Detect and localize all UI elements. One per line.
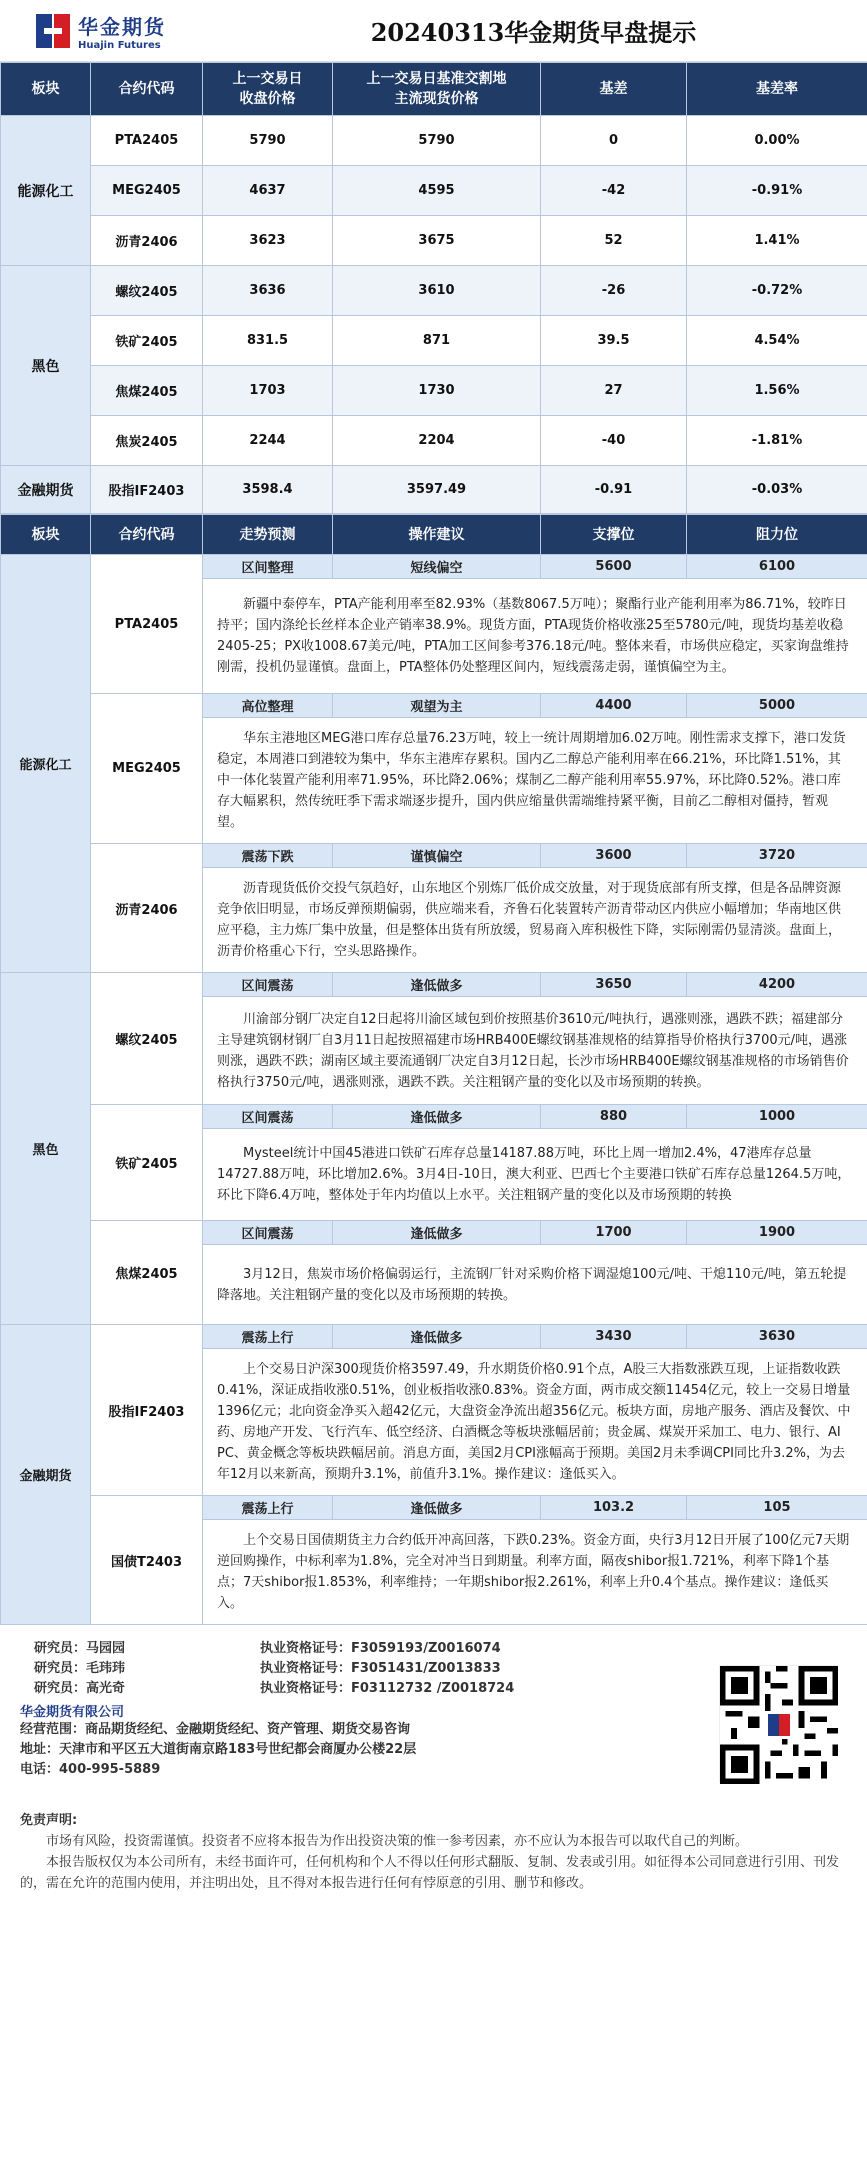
contract-code: 铁矿2405 [91, 1105, 203, 1221]
basis-value: -42 [541, 166, 687, 216]
strategy-table [0, 514, 867, 1625]
logo-en-text: Huajin Futures [78, 39, 161, 51]
contract-code: 铁矿2405 [91, 316, 203, 366]
researcher-name: 研究员：马园园 [34, 1641, 126, 1656]
spot-price: 871 [333, 316, 541, 366]
col-header-close: 上一交易日 收盘价格 [203, 63, 333, 116]
contract-code: 国债T2403 [91, 1496, 203, 1625]
basis-value: 52 [541, 216, 687, 266]
board-cell: 能源化工 [1, 555, 91, 973]
basis-rate: -0.72% [687, 266, 867, 316]
close-price: 2244 [203, 416, 333, 466]
logo-mark-icon [36, 14, 70, 48]
board-cell: 金融期货 [1, 466, 91, 514]
basis-table [0, 62, 867, 514]
company-name: 华金期货有限公司 [20, 1705, 125, 1720]
basis-value: 27 [541, 366, 687, 416]
disclaimer-paragraph: 本报告版权仅为本公司所有，未经书面许可，任何机构和个人不得以任何形式翻版、复制、发表或引用。如征得本公司同意进行引用、刊发的，需在允许的范围内使用，并注明出处，且不得对本报告进行任何有悖原意的引用、删节和修改。 [20, 1855, 840, 1891]
close-price: 5790 [203, 116, 333, 166]
col-header-resist: 阻力位 [687, 515, 867, 555]
table-row [1, 216, 867, 266]
board-cell: 黑色 [1, 266, 91, 466]
spot-price: 5790 [333, 116, 541, 166]
trend-forecast: 震荡上行 [203, 1496, 333, 1520]
market-analysis-text: 3月12日，焦炭市场价格偏弱运行，主流钢厂针对采购价格下调湿熄100元/吨、干熄110元/吨，第五轮提降落地。关注粗钢产量的变化以及市场预期的转换。 [203, 1245, 867, 1325]
col-header-spot: 上一交易日基准交割地 主流现货价格 [333, 63, 541, 116]
basis-rate: 1.56% [687, 366, 867, 416]
table-row [1, 316, 867, 366]
trade-advice: 观望为主 [333, 694, 541, 718]
board-cell: 金融期货 [1, 1325, 91, 1625]
resistance-level: 105 [687, 1496, 867, 1520]
contract-code: 沥青2406 [91, 216, 203, 266]
col-header-code: 合约代码 [91, 515, 203, 555]
trend-forecast: 震荡上行 [203, 1325, 333, 1349]
market-analysis-text: 川渝部分钢厂决定自12日起将川渝区域包到价按照基价3610元/吨执行，遇涨则涨，遇跌不跌；福建部分主导建筑钢材钢厂自3月11日起按照福建市场HRB400E螺纹钢基准规格的结算指导价格执行3700元/吨，遇涨则涨，遇跌不跌；湖南区域主要流通钢厂决定自3月12日起，长沙市场HRB400E螺纹钢基准规格的市场销售价格执行3750元/吨，遇涨则涨，遇跌不跌。关注粗钢产量的变化以及市场预期的转换。 [203, 997, 867, 1105]
qr-code-icon [719, 1665, 837, 1783]
resistance-level: 1000 [687, 1105, 867, 1129]
trend-forecast: 区间整理 [203, 555, 333, 579]
col-header-code: 合约代码 [91, 63, 203, 116]
board-cell: 能源化工 [1, 116, 91, 266]
researcher-name: 研究员：高光奇 [34, 1681, 126, 1696]
trade-advice: 逢低做多 [333, 1325, 541, 1349]
table-row [1, 116, 867, 166]
strategy-row [1, 694, 867, 718]
basis-value: 0 [541, 116, 687, 166]
report-header [0, 0, 867, 62]
trade-advice: 逢低做多 [333, 1221, 541, 1245]
contract-code: MEG2405 [91, 694, 203, 844]
spot-price: 4595 [333, 166, 541, 216]
trade-advice: 谨慎偏空 [333, 844, 541, 868]
close-price: 3598.4 [203, 466, 333, 514]
contract-code: MEG2405 [91, 166, 203, 216]
report-footer [0, 1625, 867, 1929]
disclaimer-block [20, 1810, 847, 1894]
contract-code: 沥青2406 [91, 844, 203, 973]
table-row [1, 266, 867, 316]
strategy-row [1, 1496, 867, 1520]
board-cell: 黑色 [1, 973, 91, 1325]
market-analysis-text: Mysteel统计中国45港进口铁矿石库存总量14187.88万吨，环比上周一增加2.4%，47港库存总量14727.88万吨，环比增加2.6%。3月4日-10日，澳大利亚、巴西七个主要港口铁矿石库存总量1264.5万吨，环比下降6.4万吨，整体处于年内均值以上水平。关注粗钢产量的变化以及市场预期的转换 [203, 1129, 867, 1221]
basis-value: -26 [541, 266, 687, 316]
contract-code: PTA2405 [91, 555, 203, 694]
market-analysis-text: 上个交易日沪深300现货价格3597.49，升水期货价格0.91个点，A股三大指数涨跌互现，上证指数收跌0.41%，深证成指收涨0.51%，创业板指收涨0.83%。资金方面，两市成交额11454亿元，较上一交易日增量1396亿元；北向资金净买入超42亿元，大盘资金净流出超356亿元。板块方面，房地产服务、酒店及餐饮、中药、房地产开发、飞行汽车、低空经济、白酒概念等板块涨幅居前；贵金属、煤炭开采加工、电力、银行、AI PC、黄金概念等板块跌幅居前。消息方面，美国2月CPI涨幅高于预期。美国2月未季调CPI同比升3.2%，为去年12月以来新高，预期升3.1%，前值升3.1%。操作建议：逢低买入。 [203, 1349, 867, 1496]
support-level: 3650 [541, 973, 687, 997]
close-price: 3623 [203, 216, 333, 266]
spot-price: 3675 [333, 216, 541, 266]
trend-forecast: 区间震荡 [203, 973, 333, 997]
report-title: 20240313华金期货早盘提示 [370, 18, 697, 47]
strategy-row [1, 1221, 867, 1245]
support-level: 4400 [541, 694, 687, 718]
contract-code: 焦煤2405 [91, 366, 203, 416]
basis-value: -40 [541, 416, 687, 466]
trend-forecast: 区间震荡 [203, 1221, 333, 1245]
contract-code: 螺纹2405 [91, 973, 203, 1105]
support-level: 3430 [541, 1325, 687, 1349]
basis-rate: -0.91% [687, 166, 867, 216]
col-header-trend: 走势预测 [203, 515, 333, 555]
trade-advice: 短线偏空 [333, 555, 541, 579]
researcher-cert: 执业资格证号：F3059193/Z0016074 [260, 1641, 501, 1656]
researcher-row [20, 1639, 847, 1659]
spot-price: 3597.49 [333, 466, 541, 514]
contract-code: 焦炭2405 [91, 416, 203, 466]
basis-rate: 4.54% [687, 316, 867, 366]
table-row [1, 466, 867, 514]
strategy-row [1, 1325, 867, 1349]
researcher-cert: 执业资格证号：F03112732 /Z0018724 [260, 1681, 515, 1696]
basis-rate: 1.41% [687, 216, 867, 266]
strategy-row [1, 844, 867, 868]
resistance-level: 5000 [687, 694, 867, 718]
table-row [1, 166, 867, 216]
trade-advice: 逢低做多 [333, 1105, 541, 1129]
strategy-row [1, 1105, 867, 1129]
logo-cn-text: 华金期货 [78, 14, 166, 39]
researcher-cert: 执业资格证号：F3051431/Z0013833 [260, 1661, 501, 1676]
trade-advice: 逢低做多 [333, 1496, 541, 1520]
col-header-basis: 基差 [541, 63, 687, 116]
resistance-level: 3630 [687, 1325, 867, 1349]
close-price: 3636 [203, 266, 333, 316]
close-price: 831.5 [203, 316, 333, 366]
strategy-row [1, 973, 867, 997]
trend-forecast: 震荡下跌 [203, 844, 333, 868]
contract-code: 焦煤2405 [91, 1221, 203, 1325]
support-level: 880 [541, 1105, 687, 1129]
spot-price: 3610 [333, 266, 541, 316]
spot-price: 1730 [333, 366, 541, 416]
col-header-board: 板块 [1, 63, 91, 116]
table-row [1, 366, 867, 416]
contract-code: PTA2405 [91, 116, 203, 166]
trend-forecast: 高位整理 [203, 694, 333, 718]
col-header-board: 板块 [1, 515, 91, 555]
basis-value: 39.5 [541, 316, 687, 366]
contract-code: 螺纹2405 [91, 266, 203, 316]
col-header-advice: 操作建议 [333, 515, 541, 555]
market-analysis-text: 沥青现货低价交投气氛趋好，山东地区个别炼厂低价成交放量，对于现货底部有所支撑，但是各品牌资源竞争依旧明显，市场反弹预期偏弱，供应端来看，齐鲁石化装置转产沥青带动区内供应小幅增加；华南地区供应平稳，主力炼厂集中放量，但是整体出货有所放缓，贸易商入库积极性下降，实际刚需仍显清淡。盘面上，沥青价格重心下行，空头思路操作。 [203, 868, 867, 973]
support-level: 5600 [541, 555, 687, 579]
trade-advice: 逢低做多 [333, 973, 541, 997]
spot-price: 2204 [333, 416, 541, 466]
basis-value: -0.91 [541, 466, 687, 514]
strategy-row [1, 555, 867, 579]
support-level: 1700 [541, 1221, 687, 1245]
market-analysis-text: 新疆中泰停车，PTA产能利用率至82.93%（基数8067.5万吨）；聚酯行业产能利用率为86.71%，较昨日持平；国内涤纶长丝样本企业产销率38.9%。现货方面，PTA现货价格收涨25至5780元/吨，现货均基差收稳2405-25；PX收1008.67美元/吨，PTA加工区间参考376.18元/吨。整体来看，市场供应稳定，买家询盘维持刚需，投机仍显谨慎。盘面上，PTA整体仍处整理区间内，短线震荡走弱，谨慎偏空为主。 [203, 579, 867, 694]
disclaimer-paragraph: 市场有风险，投资需谨慎。投资者不应将本报告为作出投资决策的惟一参考因素，亦不应认为本报告可以取代自己的判断。 [46, 1834, 749, 1849]
table-row [1, 416, 867, 466]
researcher-name: 研究员：毛玮玮 [34, 1661, 126, 1676]
support-level: 103.2 [541, 1496, 687, 1520]
trend-forecast: 区间震荡 [203, 1105, 333, 1129]
company-phone: 电话：400-995-5889 [20, 1762, 161, 1777]
market-analysis-text: 上个交易日国债期货主力合约低开冲高回落，下跌0.23%。资金方面，央行3月12日开展了100亿元7天期逆回购操作，中标利率为1.8%，完全对冲当日到期量。利率方面，隔夜shibor报1.721%，利率下降1个基点；7天shibor报1.853%，利率维持；一年期shibor报2.261%，利率上升0.4个基点。操作建议：逢低买入。 [203, 1520, 867, 1625]
close-price: 4637 [203, 166, 333, 216]
basis-rate: 0.00% [687, 116, 867, 166]
company-address: 地址：天津市和平区五大道街南京路183号世纪都会商厦办公楼22层 [20, 1742, 417, 1757]
contract-code: 股指IF2403 [91, 1325, 203, 1496]
col-header-support: 支撑位 [541, 515, 687, 555]
market-analysis-text: 华东主港地区MEG港口库存总量76.23万吨，较上一统计周期增加6.02万吨。刚性需求支撑下，港口发货稳定，本周港口到港较为集中，华东主港库存累积。国内乙二醇总产能利用率在66.21%，环比降1.51%，其中一体化装置产能利用率71.95%，环比降2.06%；煤制乙二醇产能利用率55.97%，环比降0.52%。港口库存大幅累积，然传统旺季下需求端逐步提升，国内供应缩量供需端维持紧平衡，目前乙二醇相对僵持，暂观望。 [203, 718, 867, 844]
close-price: 1703 [203, 366, 333, 416]
basis-rate: -1.81% [687, 416, 867, 466]
business-scope: 经营范围：商品期货经纪、金融期货经纪、资产管理、期货交易咨询 [20, 1722, 411, 1737]
resistance-level: 6100 [687, 555, 867, 579]
resistance-level: 1900 [687, 1221, 867, 1245]
resistance-level: 4200 [687, 973, 867, 997]
basis-rate: -0.03% [687, 466, 867, 514]
disclaimer-title: 免责声明: [20, 1813, 78, 1828]
support-level: 3600 [541, 844, 687, 868]
col-header-basis-rate: 基差率 [687, 63, 867, 116]
resistance-level: 3720 [687, 844, 867, 868]
contract-code: 股指IF2403 [91, 466, 203, 514]
